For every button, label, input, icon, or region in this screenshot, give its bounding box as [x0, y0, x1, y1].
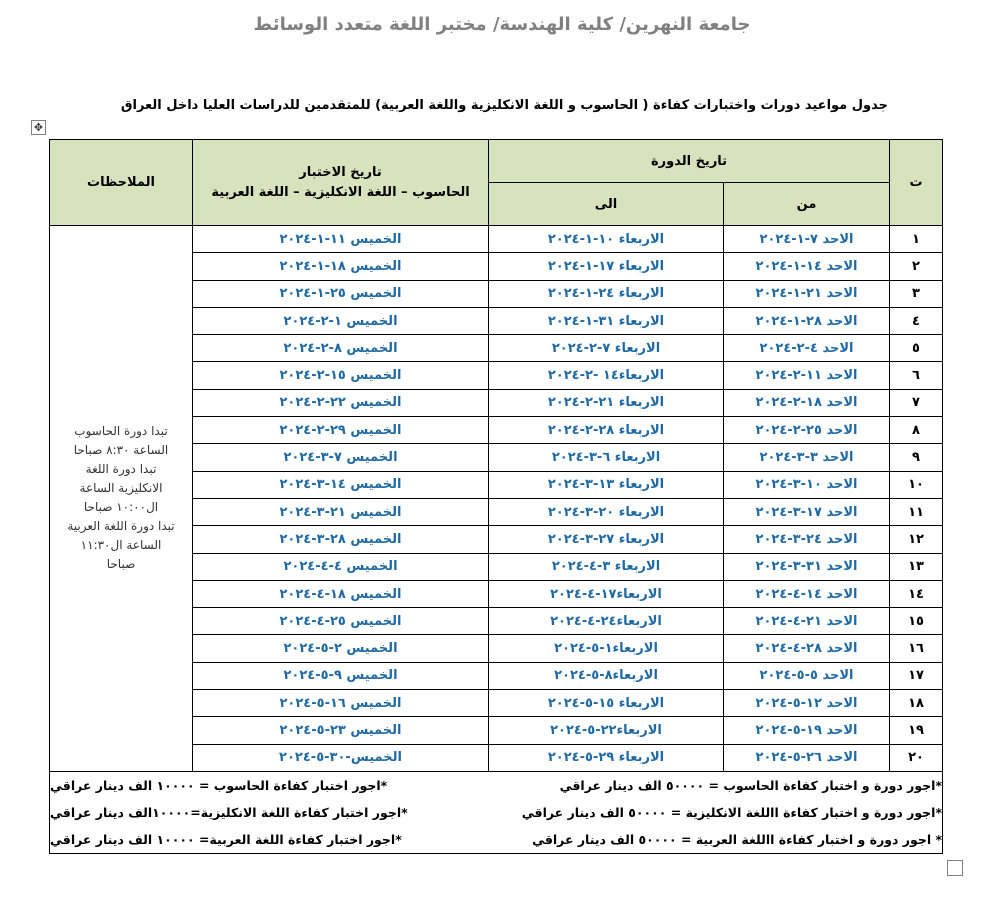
- exam-date: الخميس ٢٩-٢-٢٠٢٤: [193, 417, 489, 444]
- exam-date: الخميس ١٤-٣-٢٠٢٤: [193, 471, 489, 498]
- exam-fee-text: *اجور اختبار كفاءة اللغة العربية= ١٠٠٠٠ الف دينار عراقي: [50, 831, 402, 847]
- note-line: الساعة ٨:٣٠ صباحا: [73, 443, 169, 458]
- course-start-date: الاحد ٢٨-١-٢٠٢٤: [724, 307, 890, 334]
- note-line: تبدا دورة اللغة العربية: [67, 519, 175, 534]
- fees-cell: [50, 771, 943, 853]
- fee-line: [50, 826, 942, 853]
- exam-date: الخميس ١١-١-٢٠٢٤: [193, 226, 489, 253]
- course-end-date: الاربعاء ١٧-١-٢٠٢٤: [489, 253, 724, 280]
- course-end-date: الاربعاء١-٥-٢٠٢٤: [489, 635, 724, 662]
- header-notes: الملاحظات: [50, 140, 193, 226]
- page-title: جامعة النهرين/ كلية الهندسة/ مختبر اللغة متعدد الوسائط: [253, 14, 751, 35]
- course-end-date: الاربعاء ٧-٢-٢٠٢٤: [489, 335, 724, 362]
- course-end-date: الاربعاء ٢٨-٢-٢٠٢٤: [489, 417, 724, 444]
- course-start-date: الاحد ٥-٥-٢٠٢٤: [724, 662, 890, 689]
- row-number: ٤: [890, 307, 943, 334]
- header-exam-subjects: الحاسوب – اللغة الانكليزية – اللغة العربية: [211, 184, 470, 200]
- notes-cell: [50, 226, 193, 772]
- exam-date: الخميس ٢٨-٣-٢٠٢٤: [193, 526, 489, 553]
- note-line: صباحا: [106, 557, 136, 572]
- exam-fee-text: *اجور اختبار كفاءة اللغة الانكليزية=١٠٠٠٠الف دينار عراقي: [50, 804, 408, 820]
- exam-date: الخميس ٢٥-٤-٢٠٢٤: [193, 608, 489, 635]
- row-number: ٢: [890, 253, 943, 280]
- course-start-date: الاحد ١٧-٣-٢٠٢٤: [724, 498, 890, 525]
- course-start-date: الاحد ٢٥-٢-٢٠٢٤: [724, 417, 890, 444]
- course-end-date: الاربعاء ٢٩-٥-٢٠٢٤: [489, 744, 724, 771]
- header-number: ت: [890, 140, 943, 226]
- course-end-date: الاربعاء٢٢-٥-٢٠٢٤: [489, 717, 724, 744]
- course-end-date: الاربعاء ٢١-٢-٢٠٢٤: [489, 389, 724, 416]
- table-caption: جدول مواعيد دورات واختبارات كفاءة ( الحاسوب و اللغة الانكليزية واللغة العربية) للمتقدمين للدراسات العليا داخل العراق: [120, 98, 888, 113]
- course-start-date: الاحد ٣١-٣-٢٠٢٤: [724, 553, 890, 580]
- note-line: تبدا دورة الحاسوب: [74, 424, 168, 439]
- fees-row: [50, 771, 943, 853]
- course-end-date: الاربعاء ٢٤-١-٢٠٢٤: [489, 280, 724, 307]
- header-row: [50, 140, 943, 183]
- course-start-date: الاحد ٤-٢-٢٠٢٤: [724, 335, 890, 362]
- exam-date: الخميس ٧-٣-٢٠٢٤: [193, 444, 489, 471]
- table-resize-handle[interactable]: [947, 860, 963, 876]
- fee-line: [50, 799, 942, 826]
- course-end-date: الاربعاء ٣-٤-٢٠٢٤: [489, 553, 724, 580]
- row-number: ١٧: [890, 662, 943, 689]
- exam-date: الخميس ٤-٤-٢٠٢٤: [193, 553, 489, 580]
- row-number: ٧: [890, 389, 943, 416]
- header-to: الى: [489, 183, 724, 226]
- exam-date: الخميس ١٨-١-٢٠٢٤: [193, 253, 489, 280]
- course-start-date: الاحد ٧-١-٢٠٢٤: [724, 226, 890, 253]
- course-start-date: الاحد ٣-٣-٢٠٢٤: [724, 444, 890, 471]
- exam-date: الخميس ٢٢-٢-٢٠٢٤: [193, 389, 489, 416]
- course-end-date: الاربعاء ١٥-٥-٢٠٢٤: [489, 690, 724, 717]
- row-number: ١٠: [890, 471, 943, 498]
- course-start-date: الاحد ٢٨-٤-٢٠٢٤: [724, 635, 890, 662]
- exam-date: الخميس ٢٣-٥-٢٠٢٤: [193, 717, 489, 744]
- note-line: الساعة ال١١:٣٠: [80, 538, 162, 553]
- exam-date: الخميس ٢١-٣-٢٠٢٤: [193, 498, 489, 525]
- row-number: ١١: [890, 498, 943, 525]
- exam-date: الخميس ٨-٢-٢٠٢٤: [193, 335, 489, 362]
- note-line: ال١٠:٠٠ صباحا: [83, 500, 159, 515]
- course-end-date: الاربعاء١٤ -٢-٢٠٢٤: [489, 362, 724, 389]
- exam-date: الخميس-٣٠-٥-٢٠٢٤: [193, 744, 489, 771]
- course-fee-text: * اجور دورة و اختبار كفاءة االلغة العربية = ٥٠٠٠٠ الف دينار عراقي: [532, 831, 943, 847]
- course-start-date: الاحد ٢١-١-٢٠٢٤: [724, 280, 890, 307]
- row-number: ٨: [890, 417, 943, 444]
- course-start-date: الاحد ٢٦-٥-٢٠٢٤: [724, 744, 890, 771]
- course-fee-text: *اجور دورة و اختبار كفاءة االلغة الانكليزية = ٥٠٠٠٠ الف دينار عراقي: [521, 804, 943, 820]
- course-start-date: الاحد ١١-٢-٢٠٢٤: [724, 362, 890, 389]
- exam-date: الخميس ٩-٥-٢٠٢٤: [193, 662, 489, 689]
- course-end-date: الاربعاء١٧-٤-٢٠٢٤: [489, 580, 724, 607]
- row-number: ١٢: [890, 526, 943, 553]
- course-end-date: الاربعاء٢٤-٤-٢٠٢٤: [489, 608, 724, 635]
- course-start-date: الاحد ١٠-٣-٢٠٢٤: [724, 471, 890, 498]
- table-move-icon[interactable]: ✥: [31, 120, 46, 135]
- course-end-date: الاربعاء ١٣-٣-٢٠٢٤: [489, 471, 724, 498]
- row-number: ١٨: [890, 690, 943, 717]
- row-number: ٢٠: [890, 744, 943, 771]
- row-number: ١٩: [890, 717, 943, 744]
- course-start-date: الاحد ٢٤-٣-٢٠٢٤: [724, 526, 890, 553]
- row-number: ١٤: [890, 580, 943, 607]
- row-number: ١٦: [890, 635, 943, 662]
- exam-date: الخميس ١٨-٤-٢٠٢٤: [193, 580, 489, 607]
- header-exam-date: [193, 140, 489, 226]
- course-start-date: الاحد ١٢-٥-٢٠٢٤: [724, 690, 890, 717]
- header-course-date: تاريخ الدورة: [489, 140, 890, 183]
- course-start-date: الاحد ١٤-١-٢٠٢٤: [724, 253, 890, 280]
- exam-date: الخميس ١٦-٥-٢٠٢٤: [193, 690, 489, 717]
- exam-date: الخميس ١٥-٢-٢٠٢٤: [193, 362, 489, 389]
- row-number: ٩: [890, 444, 943, 471]
- row-number: ٥: [890, 335, 943, 362]
- course-end-date: الاربعاء ١٠-١-٢٠٢٤: [489, 226, 724, 253]
- exam-date: الخميس ٢-٥-٢٠٢٤: [193, 635, 489, 662]
- exam-date: الخميس ١-٢-٢٠٢٤: [193, 307, 489, 334]
- row-number: ١٣: [890, 553, 943, 580]
- note-line: تبدا دورة اللغة: [85, 462, 157, 477]
- row-number: ١: [890, 226, 943, 253]
- schedule-table: [49, 139, 943, 854]
- row-number: ١٥: [890, 608, 943, 635]
- course-end-date: الاربعاء ٢٧-٣-٢٠٢٤: [489, 526, 724, 553]
- course-start-date: الاحد ١٩-٥-٢٠٢٤: [724, 717, 890, 744]
- course-end-date: الاربعاء٨-٥-٢٠٢٤: [489, 662, 724, 689]
- course-fee-text: *اجور دورة و اختبار كفاءة الحاسوب = ٥٠٠٠٠ الف دينار عراقي: [559, 777, 943, 793]
- table-row: [50, 226, 943, 253]
- note-line: الانكليزية الساعة: [79, 481, 163, 496]
- course-end-date: الاربعاء ٢٠-٣-٢٠٢٤: [489, 498, 724, 525]
- row-number: ٣: [890, 280, 943, 307]
- header-from: من: [724, 183, 890, 226]
- course-end-date: الاربعاء ٣١-١-٢٠٢٤: [489, 307, 724, 334]
- course-start-date: الاحد ١٤-٤-٢٠٢٤: [724, 580, 890, 607]
- course-start-date: الاحد ٢١-٤-٢٠٢٤: [724, 608, 890, 635]
- course-start-date: الاحد ١٨-٢-٢٠٢٤: [724, 389, 890, 416]
- course-end-date: الاربعاء ٦-٣-٢٠٢٤: [489, 444, 724, 471]
- header-exam-date-title: تاريخ الاختبار: [299, 164, 382, 180]
- fee-line: [50, 772, 942, 799]
- exam-date: الخميس ٢٥-١-٢٠٢٤: [193, 280, 489, 307]
- row-number: ٦: [890, 362, 943, 389]
- exam-fee-text: *اجور اختبار كفاءة الحاسوب = ١٠٠٠٠ الف دينار عراقي: [50, 777, 388, 793]
